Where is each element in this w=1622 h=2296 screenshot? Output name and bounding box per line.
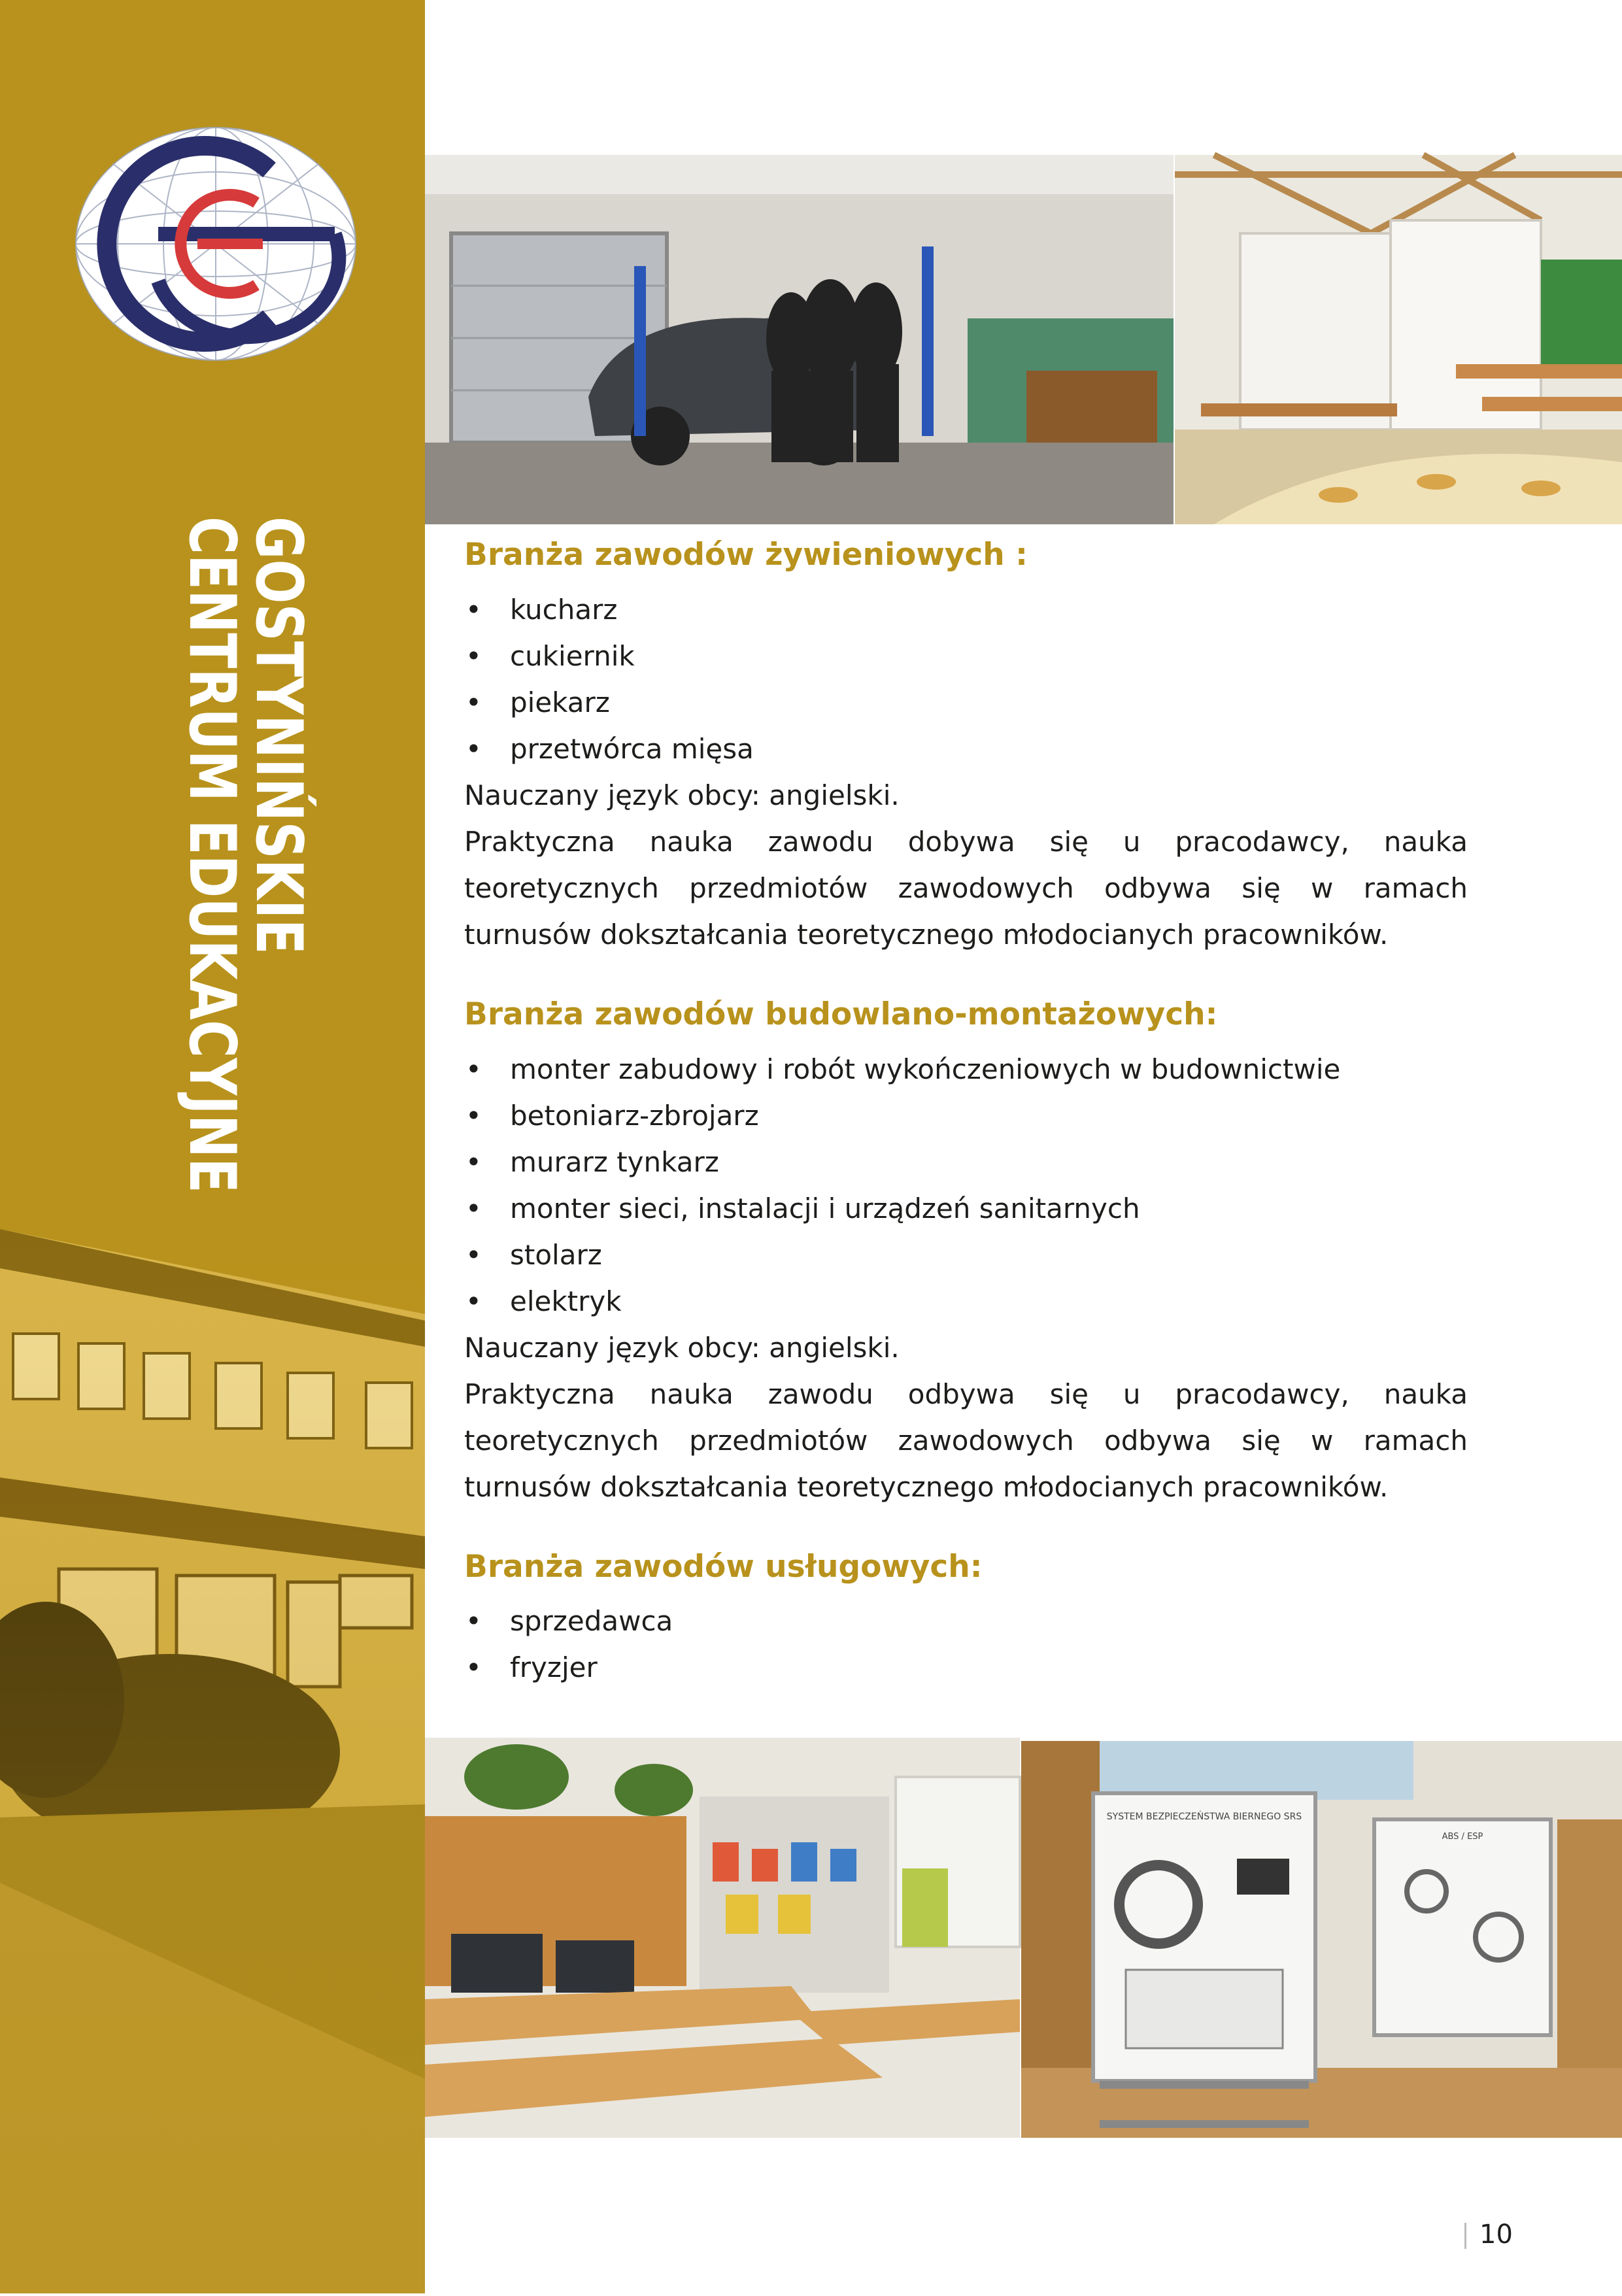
school-building-photo — [0, 1229, 425, 2293]
list-item: • stolarz — [464, 1232, 1468, 1278]
section-title: Branża zawodów żywieniowych : — [464, 537, 1028, 573]
page-number-value: 10 — [1479, 2220, 1513, 2250]
list-item: • przetwórca mięsa — [464, 726, 1468, 772]
profession-list — [464, 1046, 1468, 1325]
automotive-lab-photo — [1021, 1741, 1622, 2138]
school-logo — [73, 124, 358, 363]
list-item: • piekarz — [464, 679, 1468, 726]
page-number-divider — [1464, 2223, 1466, 2249]
list-item: • betoniarz-zbrojarz — [464, 1092, 1468, 1139]
sidebar — [0, 0, 425, 2293]
section-food — [464, 536, 1468, 958]
section-construction — [464, 996, 1468, 1510]
garage-workshop-photo — [425, 155, 1174, 524]
construction-workshop-photo — [1175, 155, 1622, 524]
list-item: • murarz tynkarz — [464, 1139, 1468, 1185]
classroom-photo — [425, 1738, 1020, 2138]
title-line-1: GOSTYNIŃSKIE — [241, 516, 316, 1055]
section-title: Branża zawodów usługowych: — [464, 1548, 983, 1585]
list-item: • monter zabudowy i robót wykończeniowych w budownictwie — [464, 1046, 1468, 1092]
panel-label: ABS / ESP — [1442, 1832, 1483, 1842]
list-item: • elektryk — [464, 1278, 1468, 1325]
page-number — [1464, 2215, 1513, 2254]
panel-label: SYSTEM BEZPIECZEŃSTWA BIERNEGO SRS — [1106, 1812, 1302, 1822]
title-line-2: CENTRUM EDUKACYJNE — [175, 516, 249, 1355]
list-item: • fryzjer — [464, 1644, 1468, 1691]
list-item: • sprzedawca — [464, 1598, 1468, 1644]
vertical-title — [147, 516, 316, 1355]
section-title: Branża zawodów budowlano-montażowych: — [464, 996, 1218, 1032]
description: Praktyczna nauka zawodu odbywa się u pracodawcy, nauka teoretycznych przedmiotów zawodowych odbywa się w ramach turnusów dokształcania teoretycznego młodocianych pracowników. — [464, 1377, 1468, 1503]
list-item: • monter sieci, instalacji i urządzeń sanitarnych — [464, 1185, 1468, 1232]
language-note: Nauczany język obcy: angielski. — [464, 779, 900, 811]
main-content — [464, 536, 1468, 1729]
language-note: Nauczany język obcy: angielski. — [464, 1331, 900, 1364]
profession-list — [464, 586, 1468, 772]
profession-list — [464, 1598, 1468, 1691]
description: Praktyczna nauka zawodu dobywa się u pracodawcy, nauka teoretycznych przedmiotów zawodowych odbywa się w ramach turnusów dokształcania teoretycznego młodocianych pracowników. — [464, 825, 1468, 951]
section-services — [464, 1548, 1468, 1691]
list-item: • kucharz — [464, 586, 1468, 633]
list-item: • cukiernik — [464, 633, 1468, 679]
